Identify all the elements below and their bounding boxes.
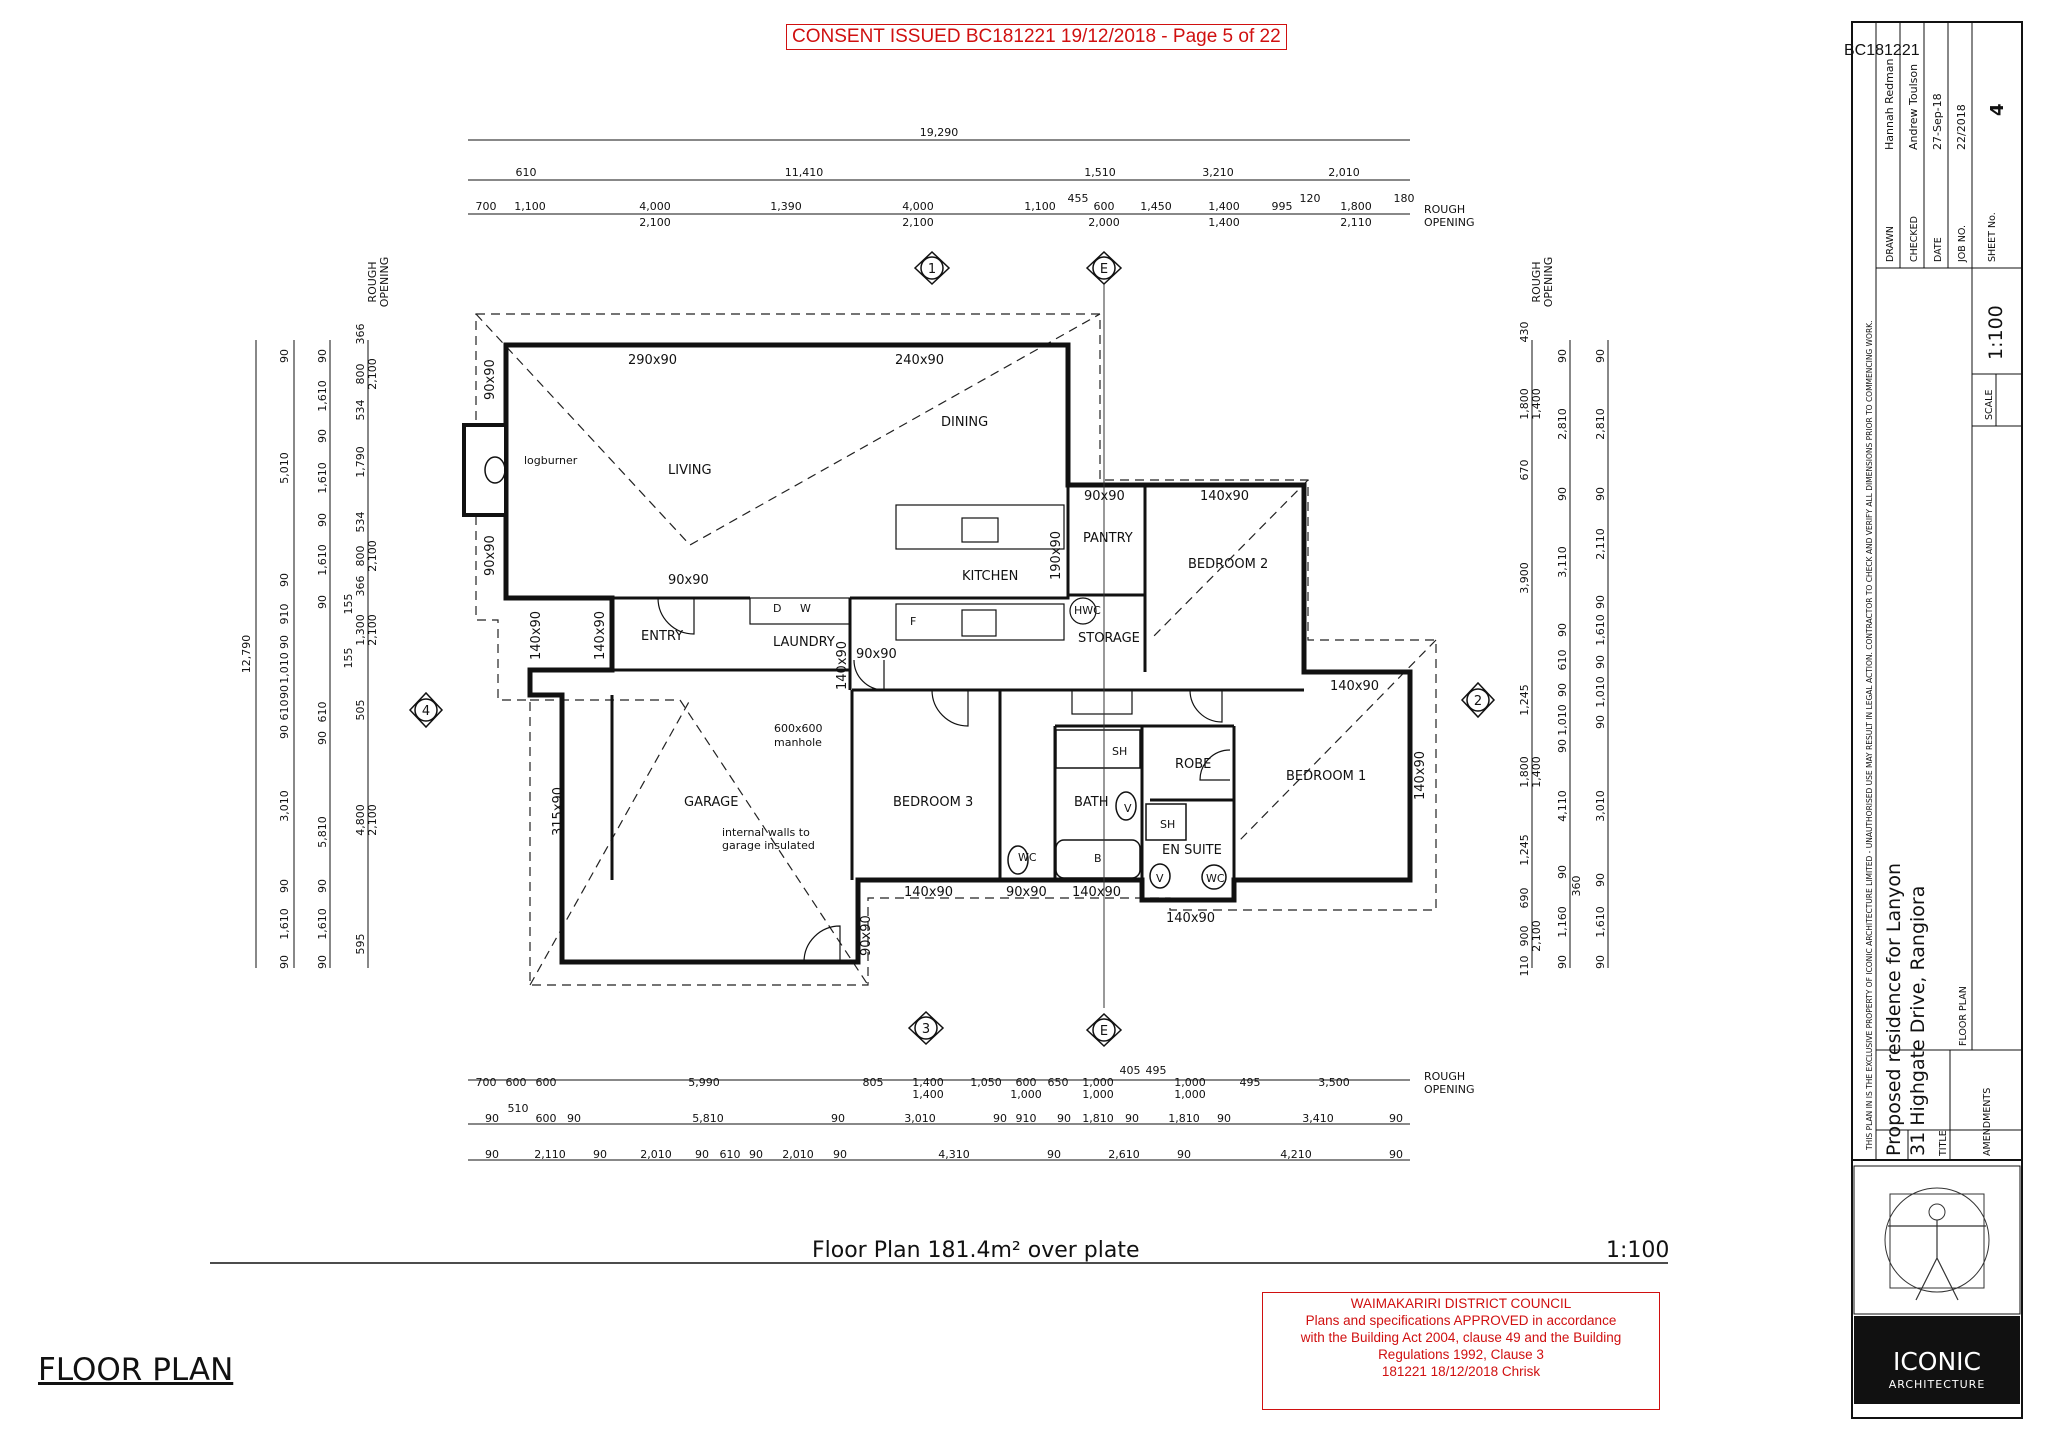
dim-bottom-row1-e: 805 — [862, 1076, 884, 1089]
lintel-entry-east: 140x90 — [593, 610, 608, 660]
dim-left-col2-e: 90 — [316, 513, 329, 527]
dim-bottom-row1-d: 5,990 — [688, 1076, 720, 1089]
dim-left-col1-l: 1,610 — [278, 908, 291, 940]
dim-top-row2-j: 1,400 — [1208, 200, 1240, 213]
grid-marker-2 — [1462, 683, 1494, 717]
dim-left-col2-j: 5,810 — [316, 816, 329, 848]
dim-right-col1-e: 3,900 — [1518, 562, 1531, 594]
page-title: FLOOR PLAN — [38, 1352, 234, 1388]
dim-right-col2-j: 4,110 — [1556, 790, 1569, 822]
dim-top-row2-k: 995 — [1271, 200, 1293, 213]
dim-left-col2-a: 90 — [316, 349, 329, 363]
lintel-pantry: 90x90 — [1084, 489, 1125, 504]
dim-bottom-row1-g: 1,050 — [970, 1076, 1002, 1089]
lintel-laundry: 90x90 — [856, 647, 897, 662]
lintel-living-west-top: 90x90 — [483, 359, 498, 400]
dim-bottom-row3-e: 90 — [695, 1148, 709, 1161]
rough-opening-bottom-2: OPENING — [1424, 1083, 1475, 1096]
dim-top-row2-h: 600 — [1093, 200, 1115, 213]
dim-right-col3-g: 90 — [1594, 655, 1607, 669]
grid-label-e-top: E — [1099, 262, 1109, 277]
dim-right-col2-l: 360 — [1570, 875, 1583, 897]
dim-left-col2-l: 1,610 — [316, 908, 329, 940]
grid-marker-e-top — [1087, 252, 1121, 284]
dim-top-row2-e: 4,000 — [902, 200, 934, 213]
dim-overall-width: 19,290 — [919, 126, 959, 139]
dim-right-col2-e: 90 — [1556, 623, 1569, 637]
dim-overall-depth: 12,790 — [240, 634, 253, 674]
room-label-laundry: LAUNDRY — [773, 635, 835, 650]
dim-left-col1-m: 90 — [278, 955, 291, 969]
dim-top-row2-c2: 2,100 — [639, 216, 671, 229]
grid-label-1: 1 — [927, 262, 937, 277]
room-label-pantry: PANTRY — [1083, 531, 1133, 546]
lintel-bedroom1-top: 140x90 — [1330, 679, 1380, 694]
title-block-date-label: DATE — [1933, 237, 1944, 262]
dim-bottom-row3-d: 2,010 — [640, 1148, 672, 1161]
fixture-vanity: V — [1124, 802, 1132, 815]
dim-top-row2-j2: 1,400 — [1208, 216, 1240, 229]
dim-top-row2-a: 700 — [475, 200, 497, 213]
lintel-living-west-bottom: 90x90 — [483, 535, 498, 576]
title-block-project-line1: Proposed residence for Lanyon — [1883, 862, 1905, 1156]
rough-opening-left-2: OPENING — [378, 256, 391, 308]
dim-bottom-row1-o: 3,500 — [1318, 1076, 1350, 1089]
council-line4: Regulations 1992, Clause 3 — [1378, 1347, 1544, 1362]
note-insulation-2: garage insulated — [722, 839, 815, 852]
dim-right-col1-i: 1,245 — [1518, 834, 1531, 866]
dim-right-col3-h: 1,010 — [1594, 676, 1607, 708]
title-block-amendments-label: AMENDMENTS — [1982, 1087, 1993, 1156]
grid-marker-e-bottom — [1087, 1014, 1121, 1046]
dim-left-col1-a: 90 — [278, 349, 291, 363]
dim-bottom-row2-o: 3,410 — [1302, 1112, 1334, 1125]
dim-bottom-row2-e: 5,810 — [692, 1112, 724, 1125]
dim-top-row2-i: 1,450 — [1140, 200, 1172, 213]
dim-right-col3-b: 2,810 — [1594, 408, 1607, 440]
dim-bottom-row1-h: 600 — [1015, 1076, 1037, 1089]
dim-left-col2-g: 90 — [316, 595, 329, 609]
dim-left-col3-f: 534 — [354, 511, 367, 533]
dim-bottom-row2-h: 90 — [993, 1112, 1007, 1125]
dim-bottom-row3-m: 90 — [1177, 1148, 1191, 1161]
dim-left-col2-b: 1,610 — [316, 380, 329, 412]
dim-right-col3-a: 90 — [1594, 349, 1607, 363]
lintel-ensuite-bottom: 140x90 — [1166, 911, 1216, 926]
rough-opening-top-1: ROUGH — [1424, 203, 1466, 216]
dim-left-col3-i: 366 — [354, 575, 367, 597]
dim-bottom-row1-j2: 1,000 — [1082, 1088, 1114, 1101]
dim-right-col3-k: 90 — [1594, 873, 1607, 887]
dim-bottom-row2-d: 90 — [567, 1112, 581, 1125]
fixture-shower-bath: SH — [1112, 745, 1128, 758]
dim-right-col3-l: 1,610 — [1594, 906, 1607, 938]
dim-right-col3-d: 2,110 — [1594, 528, 1607, 560]
dim-right-col2-n: 90 — [1556, 955, 1569, 969]
lintel-laundry-east: 140x90 — [835, 640, 850, 690]
dim-bottom-row3-i: 90 — [833, 1148, 847, 1161]
fixture-hwc: HWC — [1074, 604, 1101, 617]
dim-bottom-row3-f: 610 — [719, 1148, 741, 1161]
dim-left-col1-g: 90 — [278, 685, 291, 699]
dim-top-row1-main: 11,410 — [784, 166, 824, 179]
dim-bottom-row3-g: 90 — [749, 1148, 763, 1161]
note-logburner: logburner — [524, 454, 578, 467]
dim-right-col2-d: 3,110 — [1556, 546, 1569, 578]
dim-right-col2-f: 610 — [1556, 649, 1569, 671]
dim-left-col1-e: 90 — [278, 635, 291, 649]
dim-top-row2-f: 1,100 — [1024, 200, 1056, 213]
dim-bottom-row2-p: 90 — [1389, 1112, 1403, 1125]
dim-bottom-row1-c: 600 — [535, 1076, 557, 1089]
dim-top-row2-d: 1,390 — [770, 200, 802, 213]
dim-left-col3-l: 2,100 — [366, 614, 379, 646]
dim-bottom-row3-k: 90 — [1047, 1148, 1061, 1161]
dim-right-col2-i: 90 — [1556, 739, 1569, 753]
fixture-bath: B — [1094, 852, 1102, 865]
fixture-vanity-ensuite: V — [1156, 872, 1164, 885]
dim-right-col2-m: 1,160 — [1556, 906, 1569, 938]
title-block-job-value: 22/2018 — [1955, 104, 1968, 150]
dim-bottom-row1-h2: 1,000 — [1010, 1088, 1042, 1101]
room-label-bath: BATH — [1074, 795, 1109, 810]
dim-bottom-row3-c: 90 — [593, 1148, 607, 1161]
dim-right-col1-k: 900 — [1518, 925, 1531, 947]
room-label-robe: ROBE — [1175, 757, 1212, 772]
dim-right-col1-f: 1,245 — [1518, 684, 1531, 716]
title-block-checked-label: CHECKED — [1909, 216, 1920, 262]
dim-left-col1-f: 1,010 — [278, 652, 291, 684]
grid-marker-group — [410, 252, 1494, 1046]
dim-left-col3-e: 1,790 — [354, 446, 367, 478]
title-block-scale-value: 1:100 — [1985, 305, 2007, 360]
lintel-bedroom2: 140x90 — [1200, 489, 1250, 504]
title-block-checked-value: Andrew Toulson — [1907, 63, 1920, 150]
note-manhole-size: 600x600 — [774, 722, 823, 735]
dim-left-col1-i: 90 — [278, 725, 291, 739]
dim-left-col3-g: 800 — [354, 545, 367, 567]
title-block-title-value: FLOOR PLAN — [1958, 986, 1969, 1046]
council-line5: 181221 18/12/2018 Chrisk — [1381, 1364, 1541, 1379]
dim-left-col2-i: 90 — [316, 731, 329, 745]
council-approval-stamp — [1262, 1292, 1660, 1410]
grid-marker-3 — [909, 1012, 943, 1044]
grid-label-4: 4 — [421, 704, 431, 719]
title-block-notice: THIS PLAN IN IS THE EXCLUSIVE PROPERTY OF ICONIC ARCHITECTURE LIMITED - UNAUTHORISED USE MAY RESULT IN LEGAL ACTION. CONTRACTOR TO CHECK AND VERIFY ALL DIMENSIONS PRIOR TO COMMENCING WORK. — [1865, 320, 1874, 1150]
dim-top-row2-m2: 2,110 — [1340, 216, 1372, 229]
dim-bottom-row3-j: 4,310 — [938, 1148, 970, 1161]
dimension-lines-top — [256, 140, 1608, 1160]
lintel-bath: 90x90 — [1006, 885, 1047, 900]
dim-left-col2-h: 610 — [316, 701, 329, 723]
dim-bottom-row3-l: 2,610 — [1108, 1148, 1140, 1161]
dim-right-col3-i: 90 — [1594, 715, 1607, 729]
dim-bottom-row3-n: 4,210 — [1280, 1148, 1312, 1161]
dim-bottom-row2-g: 3,010 — [904, 1112, 936, 1125]
dim-left-col3-p: 2,100 — [366, 804, 379, 836]
lintel-kitchen: 190x90 — [1049, 530, 1064, 580]
lintel-garage: 315x90 — [551, 786, 566, 836]
dim-right-col1-a: 430 — [1518, 321, 1531, 343]
note-manhole: manhole — [774, 736, 822, 749]
title-block-sheet-label: SHEET No. — [1987, 212, 1998, 262]
council-line2: Plans and specifications APPROVED in accordance — [1305, 1313, 1617, 1328]
grid-marker-1 — [915, 252, 949, 284]
dim-left-col3-q: 595 — [354, 933, 367, 955]
dim-bottom-row2-k: 1,810 — [1082, 1112, 1114, 1125]
grid-label-2: 2 — [1473, 694, 1483, 709]
lintel-240: 240x90 — [895, 353, 945, 368]
dim-bottom-row2-m: 1,810 — [1168, 1112, 1200, 1125]
dim-left-col2-k: 90 — [316, 879, 329, 893]
lintel-290: 290x90 — [628, 353, 678, 368]
dim-left-col2-m: 90 — [316, 955, 329, 969]
council-line1: WAIMAKARIRI DISTRICT COUNCIL — [1350, 1296, 1572, 1311]
dim-left-col3-d: 534 — [354, 399, 367, 421]
grid-marker-4 — [410, 693, 442, 727]
title-block-sheet-value: 4 — [1987, 103, 2008, 116]
dim-bottom-row2-c: 600 — [535, 1112, 557, 1125]
dim-bottom-row1-n: 495 — [1239, 1076, 1261, 1089]
dim-right-col3-f: 1,610 — [1594, 614, 1607, 646]
dim-bottom-row1-l: 495 — [1145, 1064, 1167, 1077]
title-block-drawn-value: Hannah Redman — [1883, 58, 1896, 150]
consent-stamp: CONSENT ISSUED BC181221 19/12/2018 - Page 5 of 22 — [786, 24, 1287, 50]
dim-right-col2-k: 90 — [1556, 865, 1569, 879]
room-label-kitchen: KITCHEN — [962, 569, 1019, 584]
room-label-bedroom3: BEDROOM 3 — [893, 795, 974, 810]
dim-left-col1-j: 3,010 — [278, 790, 291, 822]
logo-text: ICONIC — [1892, 1347, 1982, 1376]
dim-top-row1-d: 2,010 — [1328, 166, 1360, 179]
title-block-scale-label: SCALE — [1984, 389, 1995, 420]
dim-right-col3-e: 90 — [1594, 595, 1607, 609]
dim-bottom-row1-m: 1,000 — [1174, 1076, 1206, 1089]
exterior-walls — [506, 345, 1410, 962]
dim-bottom-row1-j: 1,000 — [1082, 1076, 1114, 1089]
dim-top-row2-c: 4,000 — [639, 200, 671, 213]
dim-bottom-row3-b: 2,110 — [534, 1148, 566, 1161]
dim-left-col1-b: 5,010 — [278, 452, 291, 484]
dim-left-col3-a: 366 — [354, 323, 367, 345]
room-label-bedroom2: BEDROOM 2 — [1188, 557, 1269, 572]
dim-right-col1-l: 2,100 — [1530, 920, 1543, 952]
dim-right-col1-b: 1,800 — [1518, 388, 1531, 420]
room-label-living: LIVING — [668, 463, 712, 478]
dim-left-col3-j: 155 — [342, 593, 355, 615]
dim-left-col3-b: 800 — [354, 363, 367, 385]
logo-subtext: ARCHITECTURE — [1888, 1378, 1986, 1391]
note-insulation-1: internal walls to — [722, 826, 810, 839]
dim-bottom-row2-b: 510 — [507, 1102, 529, 1115]
dim-bottom-row2-a: 90 — [485, 1112, 499, 1125]
fixture-washer: W — [800, 602, 811, 615]
dim-bottom-row3-o: 90 — [1389, 1148, 1403, 1161]
dim-top-row2-l: 120 — [1299, 192, 1321, 205]
dim-bottom-row1-a: 700 — [475, 1076, 497, 1089]
fixture-shower-ensuite: SH — [1160, 818, 1176, 831]
rough-opening-right-1: ROUGH — [1530, 261, 1543, 303]
lintel-garage-door: 90x90 — [859, 915, 874, 956]
interior-walls — [612, 485, 1304, 880]
dim-top-row2-m: 1,800 — [1340, 200, 1372, 213]
room-label-bedroom1: BEDROOM 1 — [1286, 769, 1367, 784]
dim-bottom-row1-k: 405 — [1119, 1064, 1141, 1077]
room-label-entry: ENTRY — [641, 629, 684, 644]
rough-opening-top-2: OPENING — [1424, 216, 1475, 229]
reference-number: BC181221 — [1844, 42, 1920, 59]
title-block-job-label: JOB NO. — [1957, 224, 1968, 262]
lintel-bedroom1-east: 140x90 — [1413, 750, 1428, 800]
dim-top-row2-e2: 2,100 — [902, 216, 934, 229]
dim-right-col3-c: 90 — [1594, 487, 1607, 501]
dim-right-col1-d: 670 — [1518, 459, 1531, 481]
dim-top-row2-h2: 2,000 — [1088, 216, 1120, 229]
dim-right-col2-h: 1,010 — [1556, 704, 1569, 736]
rough-opening-right-2: OPENING — [1542, 256, 1555, 308]
dim-right-col1-g: 1,800 — [1518, 756, 1531, 788]
dim-right-col3-m: 90 — [1594, 955, 1607, 969]
dim-left-col3-m: 155 — [342, 647, 355, 669]
lintel-entry-west: 140x90 — [529, 610, 544, 660]
title-block-title-label: TITLE — [1938, 1130, 1949, 1156]
dim-top-row1-a: 610 — [515, 166, 537, 179]
dim-left-col3-h: 2,100 — [366, 540, 379, 572]
dim-right-col1-j: 690 — [1518, 887, 1531, 909]
dim-bottom-row3-h: 2,010 — [782, 1148, 814, 1161]
dim-bottom-row1-b: 600 — [505, 1076, 527, 1089]
dim-bottom-row2-n: 90 — [1217, 1112, 1231, 1125]
dim-left-col1-k: 90 — [278, 879, 291, 893]
dim-top-row2-b: 1,100 — [514, 200, 546, 213]
dim-bottom-row1-m2: 1,000 — [1174, 1088, 1206, 1101]
dim-right-col1-h: 1,400 — [1530, 756, 1543, 788]
dim-left-col1-d: 910 — [278, 603, 291, 625]
dim-bottom-row2-f: 90 — [831, 1112, 845, 1125]
dim-left-col3-o: 4,800 — [354, 804, 367, 836]
dim-left-col1-h: 610 — [278, 699, 291, 721]
dim-right-col2-c: 90 — [1556, 487, 1569, 501]
dim-bottom-row2-i: 910 — [1015, 1112, 1037, 1125]
dim-top-row2-n: 180 — [1393, 192, 1415, 205]
dim-left-col1-c: 90 — [278, 573, 291, 587]
council-line3: with the Building Act 2004, clause 49 and the Building — [1300, 1330, 1622, 1345]
fixture-fridge: F — [910, 615, 917, 628]
title-block-project-line2: 31 Highgate Drive, Rangiora — [1907, 885, 1929, 1156]
dim-bottom-row1-f: 1,400 — [912, 1076, 944, 1089]
dim-left-col3-n: 505 — [354, 699, 367, 721]
dim-bottom-row2-l: 90 — [1125, 1112, 1139, 1125]
room-label-garage: GARAGE — [684, 795, 739, 810]
dim-left-col2-d: 1,610 — [316, 462, 329, 494]
room-label-dining: DINING — [941, 415, 989, 430]
room-label-ensuite: EN SUITE — [1162, 843, 1222, 858]
rough-opening-bottom-1: ROUGH — [1424, 1070, 1466, 1083]
dim-right-col1-c: 1,400 — [1530, 388, 1543, 420]
dim-right-col1-m: 110 — [1518, 955, 1531, 977]
grid-label-3: 3 — [921, 1022, 931, 1037]
dim-bottom-row2-j: 90 — [1057, 1112, 1071, 1125]
lintel-bedroom3: 140x90 — [904, 885, 954, 900]
drawing-scale: 1:100 — [1606, 1238, 1670, 1263]
dim-right-col3-j: 3,010 — [1594, 790, 1607, 822]
drawing-caption: Floor Plan 181.4m² over plate — [812, 1238, 1140, 1263]
dim-bottom-row1-f2: 1,400 — [912, 1088, 944, 1101]
dim-top-row1-b: 1,510 — [1084, 166, 1116, 179]
room-label-storage: STORAGE — [1078, 631, 1140, 646]
grid-label-e-bottom: E — [1099, 1024, 1109, 1039]
title-block-drawn-label: DRAWN — [1885, 225, 1896, 262]
lintel-entry: 90x90 — [668, 573, 709, 588]
logburner-alcove — [464, 425, 506, 515]
title-block-date-value: 27-Sep-18 — [1931, 93, 1944, 150]
rough-opening-left-1: ROUGH — [366, 261, 379, 303]
fixture-wc-bath: WC — [1018, 851, 1037, 864]
fixture-wc-ensuite: WC — [1206, 872, 1225, 885]
dim-left-col3-k: 1,300 — [354, 614, 367, 646]
dim-top-row2-g: 455 — [1067, 192, 1089, 205]
lintel-ensuite: 140x90 — [1072, 885, 1122, 900]
dim-right-col2-a: 90 — [1556, 349, 1569, 363]
dim-bottom-row3-a: 90 — [485, 1148, 499, 1161]
dim-right-col2-b: 2,810 — [1556, 408, 1569, 440]
dim-left-col2-c: 90 — [316, 429, 329, 443]
dim-left-col2-f: 1,610 — [316, 544, 329, 576]
dim-left-col3-c: 2,100 — [366, 358, 379, 390]
fixture-dryer: D — [773, 602, 782, 615]
dim-right-col2-g: 90 — [1556, 683, 1569, 697]
dim-top-row1-c: 3,210 — [1202, 166, 1234, 179]
dim-bottom-row1-i: 650 — [1047, 1076, 1069, 1089]
